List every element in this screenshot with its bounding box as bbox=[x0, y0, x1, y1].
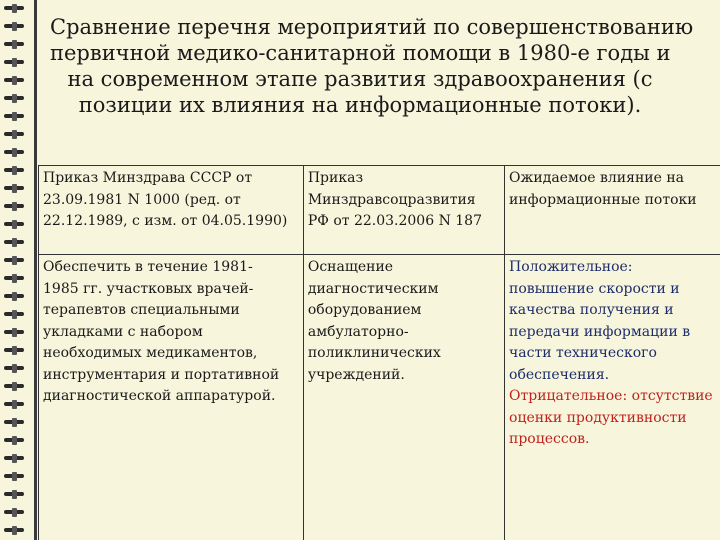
negative-impact-line: оценки продуктивности bbox=[509, 409, 687, 426]
cell-rf-measure bbox=[303, 255, 504, 540]
binding-ring bbox=[4, 4, 26, 13]
binding-ring bbox=[4, 310, 26, 319]
table-row bbox=[39, 255, 720, 540]
cell-line: диагностическим bbox=[307, 280, 439, 297]
slide-title bbox=[50, 14, 694, 118]
binding-ring bbox=[4, 202, 26, 211]
binding-ring bbox=[4, 220, 26, 229]
cell-line: информационные потоки bbox=[509, 191, 697, 208]
negative-impact-line: процессов. bbox=[509, 431, 590, 447]
cell-line: инструментария и портативной bbox=[43, 366, 280, 383]
binding-ring bbox=[4, 436, 26, 445]
positive-impact-line: Положительное: bbox=[509, 259, 633, 275]
cell-line: амбулаторно- bbox=[307, 323, 409, 340]
spiral-binding bbox=[0, 0, 34, 540]
binding-ring bbox=[4, 112, 26, 121]
cell-line: терапевтов специальными bbox=[43, 302, 240, 318]
negative-impact-line: Отрицательное: отсутствие bbox=[509, 388, 713, 404]
binding-ring bbox=[4, 526, 26, 535]
comparison-table bbox=[38, 165, 720, 540]
binding-ring bbox=[4, 76, 26, 85]
binding-ring bbox=[4, 40, 26, 49]
table-header-row bbox=[39, 166, 720, 255]
title-line: на современном этапе развития здравоохранения (с bbox=[67, 67, 653, 91]
binding-ring bbox=[4, 292, 26, 301]
cell-ussr-measure bbox=[39, 255, 304, 540]
page-edge bbox=[34, 0, 37, 540]
title-line: позиции их влияния на информационные потоки). bbox=[78, 93, 642, 117]
binding-ring bbox=[4, 130, 26, 139]
title-line: первичной медико-санитарной помощи в 1980-е годы и bbox=[50, 41, 671, 65]
binding-ring bbox=[4, 256, 26, 265]
binding-ring bbox=[4, 166, 26, 175]
binding-ring bbox=[4, 400, 26, 409]
header-cell-expected-impact bbox=[505, 166, 720, 255]
cell-line: укладками с набором bbox=[43, 323, 203, 340]
cell-line: 22.12.1989, с изм. от 04.05.1990) bbox=[43, 213, 288, 229]
binding-ring bbox=[4, 328, 26, 337]
cell-line: оборудованием bbox=[307, 302, 422, 318]
cell-line: Приказ Минздрава СССР от bbox=[43, 170, 253, 186]
cell-line: диагностической аппаратурой. bbox=[43, 388, 276, 404]
binding-ring bbox=[4, 94, 26, 103]
binding-ring bbox=[4, 382, 26, 391]
cell-line: учреждений. bbox=[307, 366, 405, 383]
binding-ring bbox=[4, 472, 26, 481]
binding-ring bbox=[4, 364, 26, 373]
binding-ring bbox=[4, 454, 26, 463]
positive-impact-line: обеспечения. bbox=[509, 366, 610, 383]
positive-impact-line: части технического bbox=[509, 345, 657, 361]
header-cell-rf-order bbox=[303, 166, 504, 255]
binding-ring bbox=[4, 274, 26, 283]
cell-line: Обеспечить в течение 1981- bbox=[43, 259, 253, 275]
binding-ring bbox=[4, 148, 26, 157]
cell-line: Минздравсоцразвития bbox=[307, 191, 476, 208]
binding-ring bbox=[4, 490, 26, 499]
binding-ring bbox=[4, 418, 26, 427]
binding-ring bbox=[4, 508, 26, 517]
title-line: Сравнение перечня мероприятий по совершенствованию bbox=[50, 15, 694, 39]
cell-line: 23.09.1981 N 1000 (ред. от bbox=[43, 191, 241, 208]
cell-line: поликлинических bbox=[307, 345, 441, 361]
binding-ring bbox=[4, 238, 26, 247]
header-cell-ussr-order bbox=[39, 166, 304, 255]
binding-ring bbox=[4, 184, 26, 193]
cell-line: Ожидаемое влияние на bbox=[509, 170, 685, 186]
binding-ring bbox=[4, 58, 26, 67]
cell-line: необходимых медикаментов, bbox=[43, 345, 258, 361]
cell-impact bbox=[505, 255, 720, 540]
cell-line: Приказ bbox=[307, 170, 364, 186]
positive-impact-line: передачи информации в bbox=[509, 323, 691, 340]
binding-ring bbox=[4, 22, 26, 31]
cell-line: РФ от 22.03.2006 N 187 bbox=[307, 213, 482, 229]
cell-line: 1985 гг. участковых врачей- bbox=[43, 280, 254, 297]
positive-impact-line: качества получения и bbox=[509, 302, 674, 318]
positive-impact-line: повышение скорости и bbox=[509, 280, 680, 297]
cell-line: Оснащение bbox=[307, 259, 394, 275]
binding-ring bbox=[4, 346, 26, 355]
